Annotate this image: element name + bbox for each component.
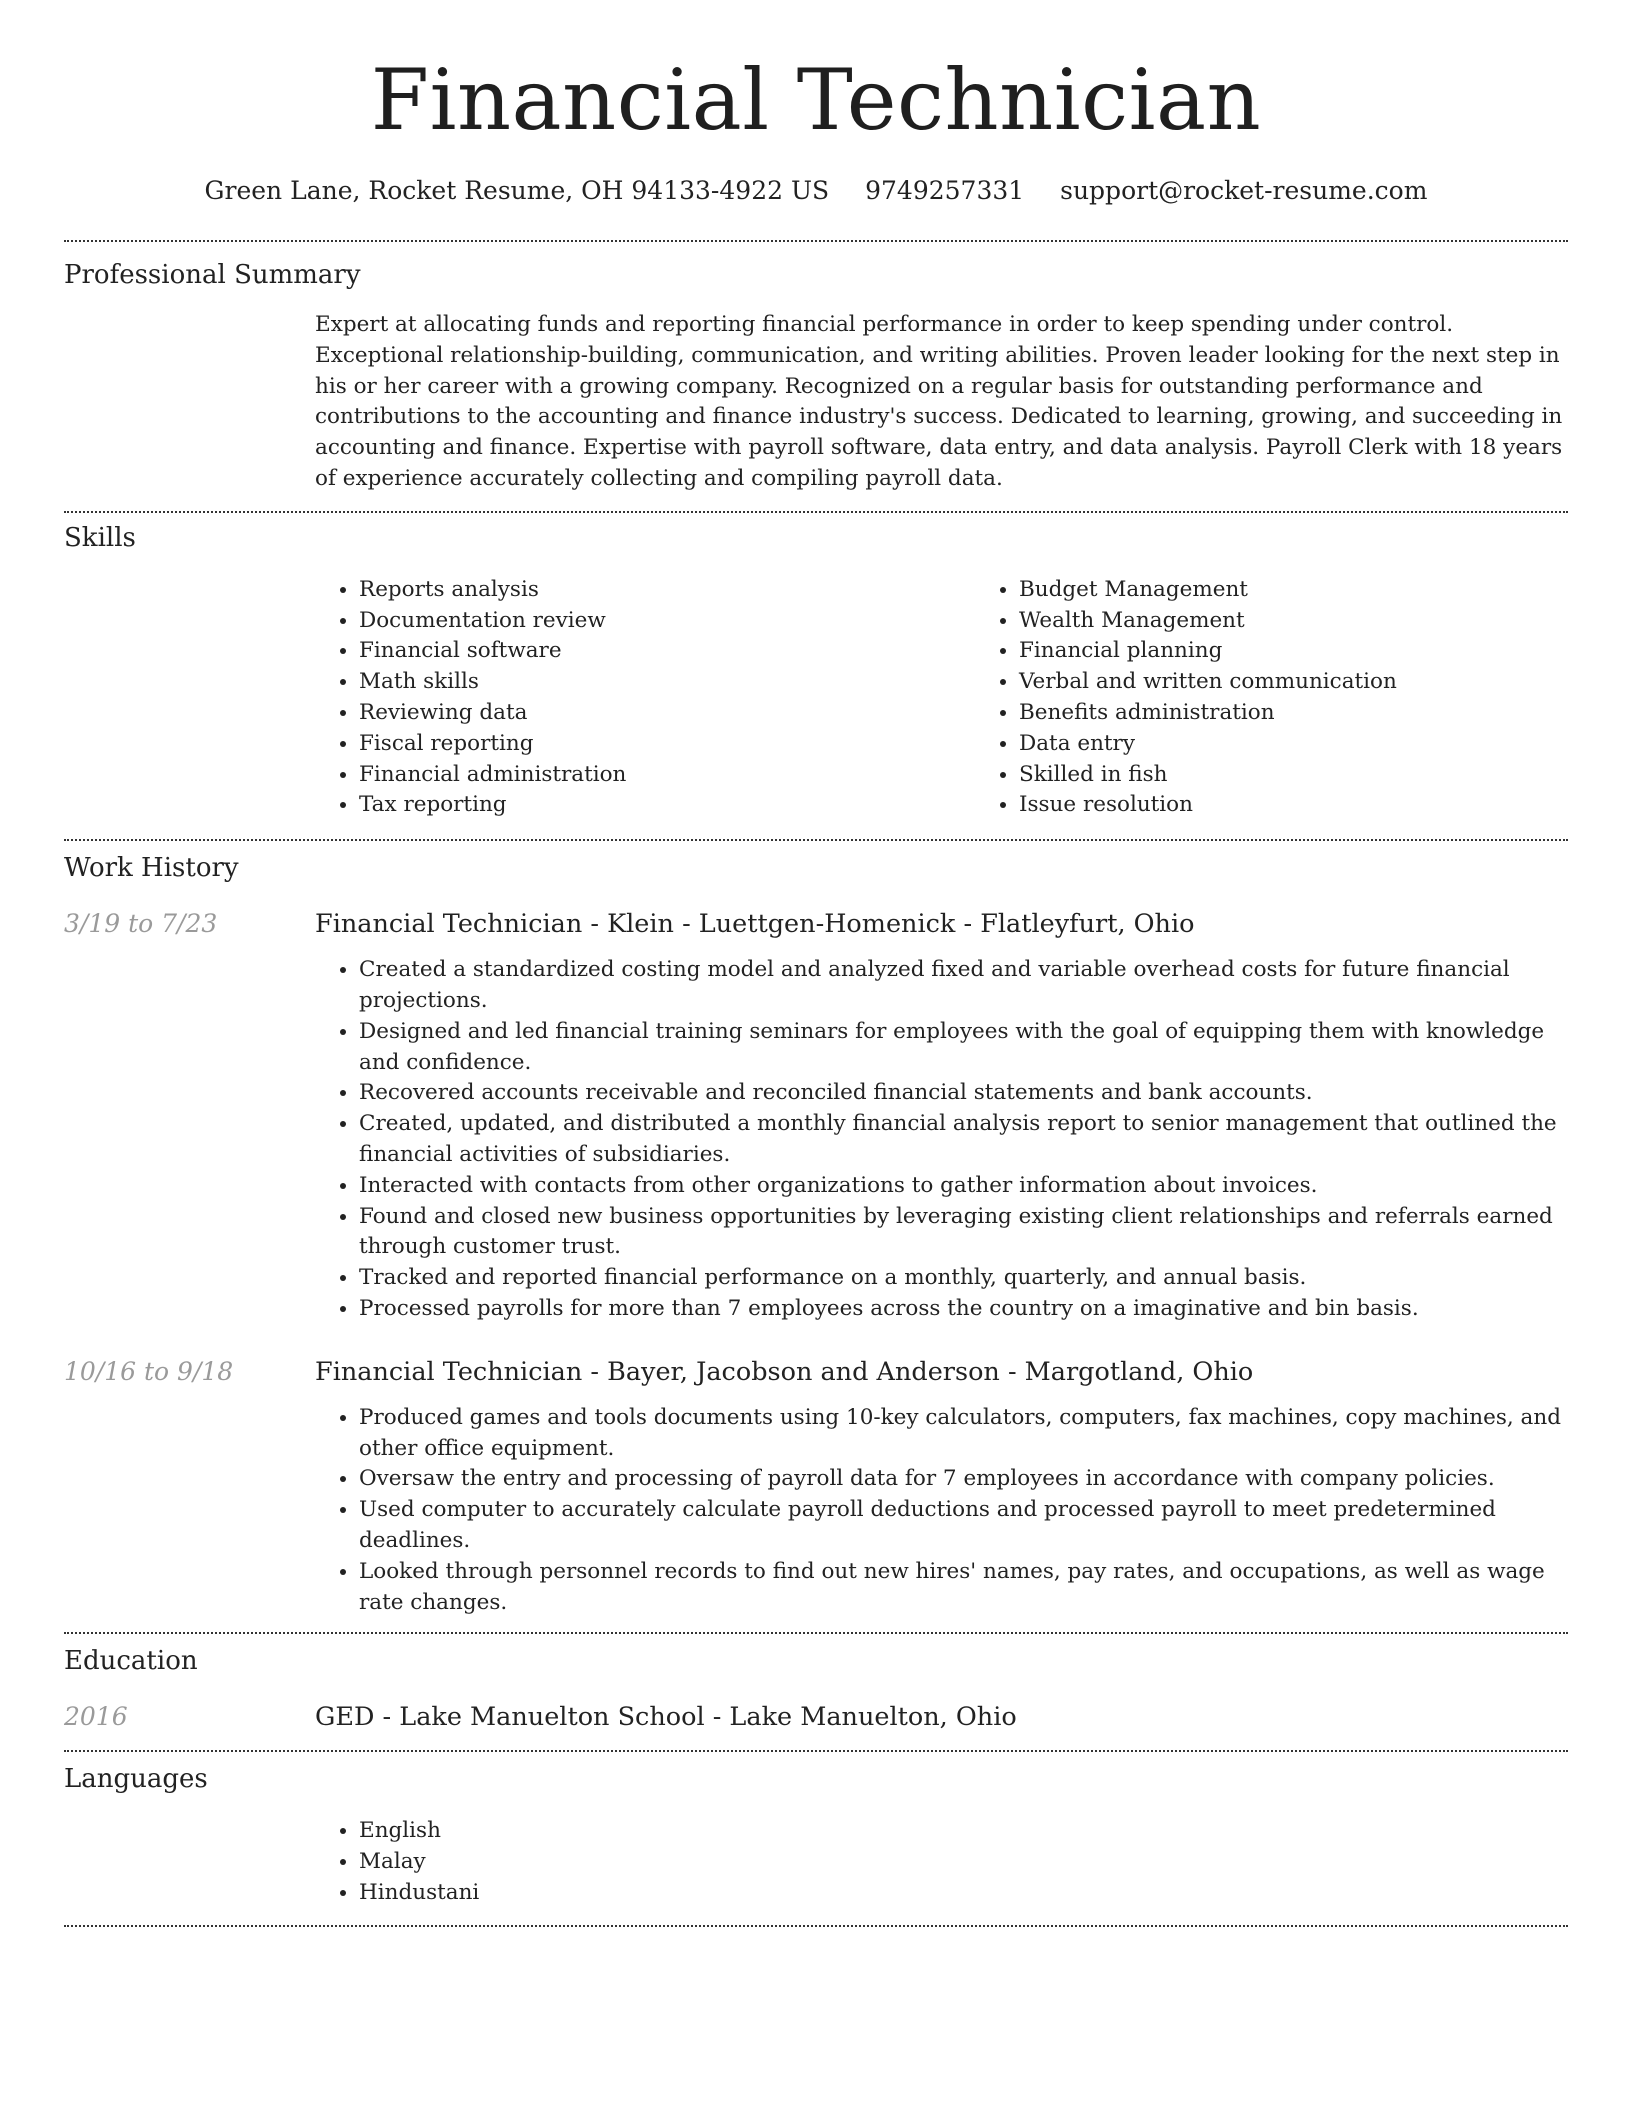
job-heading: Financial Technician - Klein - Luettgen-Homenick - Flatleyfurt, Ohio — [315, 909, 1195, 940]
skill-item: • Skilled in fish — [1019, 760, 1632, 791]
job-dates: 3/19 to 7/23 — [64, 909, 218, 939]
job-bullet: • Found and closed new business opportunities by leveraging existing client relationships and referrals earned through customer trust. — [359, 1202, 1568, 1264]
language-item: • Malay — [359, 1847, 1568, 1878]
job-entry — [64, 1355, 1568, 1619]
contact-line — [64, 174, 1568, 208]
job-bullets — [315, 1403, 1568, 1619]
candidate-name: Financial Technician — [370, 51, 1262, 149]
skill-item: • Wealth Management — [1019, 606, 1632, 637]
skill-item: • Math skills — [359, 667, 975, 698]
skill-item: • Issue resolution — [1019, 790, 1632, 821]
skill-item: • Verbal and written communication — [1019, 667, 1632, 698]
skill-item: • Financial administration — [359, 760, 975, 791]
skills-heading: Skills — [64, 522, 136, 553]
skill-item: • Fiscal reporting — [359, 729, 975, 760]
skill-item: • Documentation review — [359, 606, 975, 637]
skill-item: • Benefits administration — [1019, 698, 1632, 729]
summary-text: Expert at allocating funds and reporting financial performance in order to keep spending under control. Exceptional relationship-building, communication, and writing abilities. Proven leader looking for the next step in his or her career with a growing company. Recognized on a regular basis for outstanding performance and contributions to the accounting and finance industry's success. Dedicated to learning, growing, and succeeding in accounting and finance. Expertise with payroll software, data entry, and data analysis. Payroll Clerk with 18 years of experience accurately collecting and compiling payroll data. — [315, 312, 1563, 491]
job-bullet: • Designed and led financial training seminars for employees with the goal of equipping them with knowledge and confidence. — [359, 1017, 1568, 1079]
contact-address: Green Lane, Rocket Resume, OH 94133-4922 US — [204, 176, 830, 205]
job-bullet: • Looked through personnel records to find out new hires' names, pay rates, and occupations, as well as wage rate changes. — [359, 1557, 1568, 1619]
summary-section — [64, 242, 1568, 495]
job-bullet: • Created a standardized costing model and analyzed fixed and variable overhead costs for future financial projections. — [359, 955, 1568, 1017]
skill-item: • Budget Management — [1019, 575, 1632, 606]
education-year: 2016 — [64, 1702, 128, 1732]
skills-list-left — [315, 575, 975, 821]
skill-item: • Tax reporting — [359, 790, 975, 821]
job-bullet: • Used computer to accurately calculate payroll deductions and processed payroll to meet predetermined deadlines. — [359, 1495, 1568, 1557]
job-bullet: • Recovered accounts receivable and reconciled financial statements and bank accounts. — [359, 1078, 1568, 1109]
job-bullet: • Tracked and reported financial performance on a monthly, quarterly, and annual basis. — [359, 1263, 1568, 1294]
skill-item: • Reports analysis — [359, 575, 975, 606]
language-item: • Hindustani — [359, 1878, 1568, 1909]
work-history-section — [64, 841, 1568, 1618]
skill-item: • Reviewing data — [359, 698, 975, 729]
job-entry — [64, 907, 1568, 1325]
job-heading: Financial Technician - Bayer, Jacobson and Anderson - Margotland, Ohio — [315, 1356, 1254, 1387]
job-dates: 10/16 to 9/18 — [64, 1356, 234, 1386]
job-bullets — [315, 955, 1568, 1325]
job-bullet: • Interacted with contacts from other organizations to gather information about invoices. — [359, 1171, 1568, 1202]
job-bullet: • Created, updated, and distributed a monthly financial analysis report to senior management that outlined the financial activities of subsidiaries. — [359, 1109, 1568, 1171]
skill-item: • Financial software — [359, 636, 975, 667]
work-history-heading: Work History — [64, 853, 239, 884]
divider — [64, 1925, 1568, 1927]
skill-item: • Data entry — [1019, 729, 1632, 760]
language-item: • English — [359, 1816, 1568, 1847]
education-section — [64, 1634, 1568, 1734]
languages-list — [315, 1816, 1568, 1908]
languages-section — [64, 1752, 1568, 1908]
skill-item: • Financial planning — [1019, 636, 1632, 667]
education-entry: GED - Lake Manuelton School - Lake Manuelton, Ohio — [315, 1702, 1017, 1733]
summary-heading: Professional Summary — [64, 260, 361, 290]
education-heading: Education — [64, 1646, 198, 1677]
contact-email: support@rocket-resume.com — [1060, 176, 1428, 205]
contact-phone: 9749257331 — [865, 176, 1025, 205]
job-bullet: • Oversaw the entry and processing of payroll data for 7 employees in accordance with company policies. — [359, 1464, 1568, 1495]
languages-heading: Languages — [64, 1764, 208, 1795]
skills-list-right — [975, 575, 1632, 821]
skills-section — [64, 513, 1568, 821]
job-bullet: • Produced games and tools documents using 10-key calculators, computers, fax machines, copy machines, and other office equipment. — [359, 1403, 1568, 1465]
job-bullet: • Processed payrolls for more than 7 employees across the country on a imaginative and bin basis. — [359, 1294, 1568, 1325]
